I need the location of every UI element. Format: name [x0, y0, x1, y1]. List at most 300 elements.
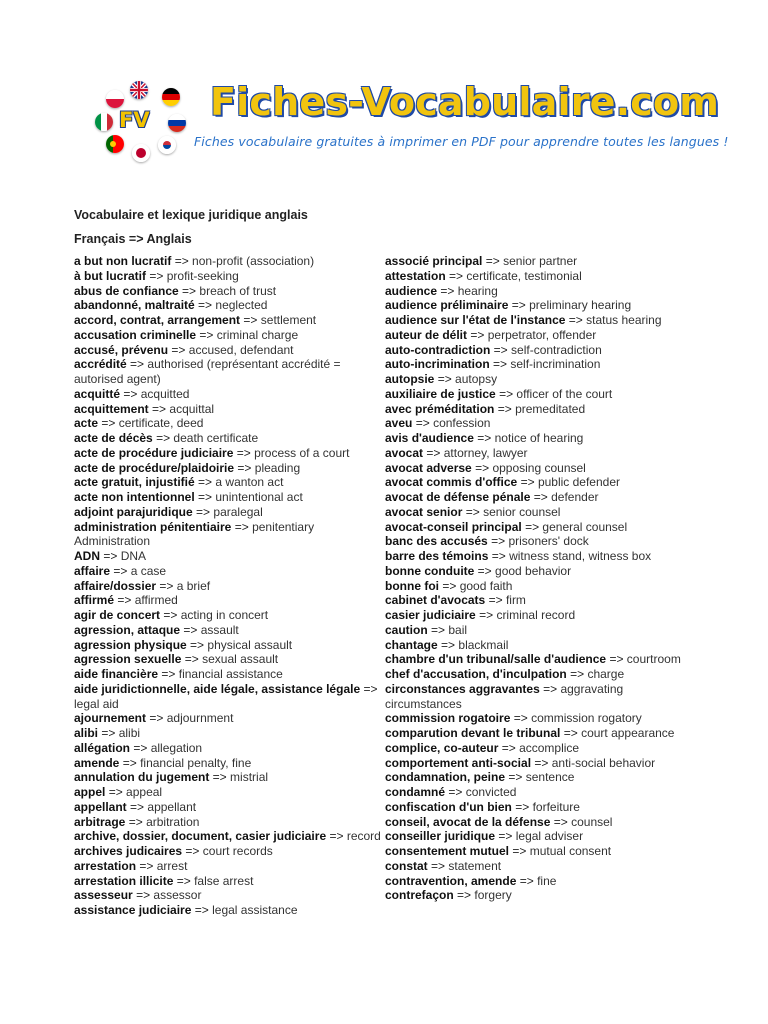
english-translation: criminal charge [216, 327, 299, 342]
translation-arrow: => [491, 549, 506, 563]
vocabulary-entry [74, 770, 382, 785]
vocabulary-entry [74, 416, 382, 431]
french-term: conseiller juridique [385, 829, 496, 844]
english-translation: assessor [153, 888, 202, 903]
french-term: commission rogatoire [385, 711, 511, 726]
english-translation: firm [505, 593, 526, 608]
translation-arrow: => [479, 608, 494, 622]
english-translation: statement [448, 858, 502, 873]
english-translation: record [346, 829, 381, 844]
translation-arrow: => [130, 357, 145, 372]
vocabulary-entry [385, 800, 703, 815]
translation-arrow: => [470, 327, 485, 342]
translation-arrow: => [236, 445, 251, 460]
vocabulary-entry [385, 402, 703, 417]
french-term: adjoint parajuridique [74, 504, 193, 519]
vocabulary-entry [385, 756, 703, 771]
vocabulary-entry [74, 800, 382, 815]
english-translation: physical assault [207, 637, 293, 652]
korea-flag-icon [158, 136, 176, 154]
vocabulary-entry [385, 475, 703, 490]
translation-arrow: => [457, 888, 472, 903]
translation-arrow: => [477, 431, 492, 445]
french-term: complice, co-auteur [385, 740, 499, 755]
translation-arrow: => [534, 755, 549, 770]
germany-flag-icon [162, 88, 180, 106]
french-term: chantage [385, 637, 438, 652]
french-term: auto-incrimination [385, 357, 490, 372]
french-term: bonne foi [385, 578, 439, 593]
translation-arrow: => [176, 873, 191, 888]
vocabulary-entry [74, 298, 382, 313]
vocabulary-entry [385, 859, 703, 874]
translation-arrow: => [465, 504, 480, 519]
english-translation: forgery [474, 888, 512, 903]
translation-arrow: => [488, 593, 503, 608]
english-translation: penitentiary Administration [74, 519, 315, 549]
french-term: avocat senior [385, 504, 463, 519]
translation-arrow: => [198, 298, 213, 313]
english-translation: attorney, lawyer [443, 445, 528, 460]
french-term: agression physique [74, 637, 187, 652]
french-term: condamné [385, 785, 446, 799]
vocabulary-entry [74, 726, 382, 741]
vocabulary-entry [74, 254, 382, 269]
vocabulary-entry [74, 667, 382, 682]
document-subtitle: Français => Anglais [74, 232, 192, 246]
english-translation: false arrest [194, 873, 254, 888]
english-translation: autopsy [455, 372, 498, 386]
vocabulary-entry [385, 815, 703, 830]
vocabulary-entry [74, 756, 382, 771]
french-term: avis d'audience [385, 431, 474, 445]
french-term: bonne conduite [385, 563, 475, 578]
english-translation: alibi [118, 726, 141, 740]
french-term: appel [74, 785, 106, 799]
english-translation: arbitration [146, 814, 200, 829]
translation-arrow: => [123, 386, 138, 401]
french-term: contravention, amende [385, 873, 517, 888]
translation-arrow: => [570, 667, 585, 681]
french-term: cabinet d'avocats [385, 593, 486, 608]
french-term: agression, attaque [74, 622, 181, 637]
translation-arrow: => [194, 903, 209, 917]
english-translation: neglected [215, 298, 268, 313]
translation-arrow: => [190, 637, 205, 652]
translation-arrow: => [563, 726, 578, 740]
vocabulary-entry [385, 461, 703, 476]
english-translation: accomplice [519, 740, 580, 755]
french-term: accrédité [74, 357, 127, 372]
english-translation: a wanton act [215, 475, 284, 490]
vocabulary-entry [385, 357, 703, 372]
english-translation: self-contradiction [511, 342, 602, 357]
translation-arrow: => [243, 313, 258, 327]
english-translation: witness stand, witness box [509, 549, 652, 563]
uk-flag-icon [130, 81, 148, 99]
russia-flag-icon [168, 114, 186, 132]
vocabulary-entry [74, 874, 382, 889]
vocabulary-entry [74, 402, 382, 417]
vocabulary-entry [385, 579, 703, 594]
vocabulary-entry [74, 446, 382, 461]
translation-arrow: => [198, 475, 213, 490]
vocabulary-entry [385, 490, 703, 505]
french-term: associé principal [385, 254, 483, 268]
english-translation: certificate, deed [118, 416, 204, 431]
translation-arrow: => [212, 770, 227, 785]
vocabulary-entry [74, 711, 382, 726]
translation-arrow: => [477, 563, 492, 578]
english-translation: general counsel [542, 519, 628, 534]
vocabulary-entry [74, 357, 382, 387]
english-translation: aggravating circumstances [385, 681, 624, 711]
french-term: avec préméditation [385, 401, 495, 416]
vocabulary-entry [385, 888, 703, 903]
english-translation: unintentional act [215, 490, 303, 504]
translation-arrow: => [174, 254, 189, 268]
french-term: avocat [385, 445, 424, 460]
vocabulary-entry [385, 667, 703, 682]
english-translation: assault [200, 622, 239, 637]
vocabulary-entry [385, 313, 703, 328]
french-term: acte [74, 416, 99, 431]
translation-arrow: => [159, 578, 174, 593]
vocabulary-entry [385, 387, 703, 402]
vocabulary-entry [74, 387, 382, 402]
translation-arrow: => [498, 829, 513, 844]
vocabulary-entry [385, 298, 703, 313]
english-translation: paralegal [213, 504, 263, 519]
translation-arrow: => [543, 681, 558, 696]
french-term: avocat commis d'office [385, 475, 518, 490]
translation-arrow: => [185, 844, 200, 858]
english-translation: self-incrimination [510, 357, 601, 372]
french-term: aide financière [74, 667, 159, 681]
english-translation: good faith [459, 578, 513, 593]
french-term: constat [385, 858, 428, 873]
french-term: affirmé [74, 593, 115, 608]
italy-flag-icon [95, 113, 113, 131]
english-translation: financial penalty, fine [140, 755, 252, 770]
french-term: abus de confiance [74, 283, 179, 298]
portugal-flag-icon [106, 135, 124, 153]
translation-arrow: => [493, 357, 508, 372]
translation-arrow: => [448, 785, 463, 799]
english-translation: financial assistance [178, 667, 283, 681]
vocabulary-entry [74, 328, 382, 343]
french-term: affaire/dossier [74, 578, 157, 593]
english-translation: appellant [147, 799, 197, 814]
english-translation: court appearance [581, 726, 675, 740]
vocabulary-entry [74, 785, 382, 800]
vocabulary-entry [74, 343, 382, 358]
vocabulary-entry [74, 269, 382, 284]
french-term: affaire [74, 563, 111, 578]
vocabulary-entry [385, 874, 703, 889]
translation-arrow: => [515, 799, 530, 814]
translation-arrow: => [513, 711, 528, 726]
translation-arrow: => [182, 283, 197, 298]
english-translation: opposing counsel [492, 460, 586, 475]
vocabulary-entry [74, 829, 382, 844]
vocabulary-entry [385, 343, 703, 358]
vocabulary-entry [385, 726, 703, 741]
translation-arrow: => [519, 873, 534, 888]
vocabulary-entry [385, 254, 703, 269]
translation-arrow: => [156, 431, 171, 445]
french-term: consentement mutuel [385, 844, 510, 858]
translation-arrow: => [485, 254, 500, 268]
english-translation: perpetrator, offender [487, 327, 597, 342]
vocabulary-entry [74, 461, 382, 476]
translation-arrow: => [183, 622, 198, 637]
english-translation: preliminary hearing [529, 298, 632, 313]
french-term: caution [385, 622, 428, 637]
translation-arrow: => [234, 519, 249, 534]
translation-arrow: => [493, 342, 508, 357]
vocabulary-entry [74, 593, 382, 608]
french-term: chambre d'un tribunal/salle d'audience [385, 652, 607, 667]
vocabulary-entry [74, 549, 382, 564]
english-translation: confession [433, 416, 491, 431]
vocabulary-entry [385, 652, 703, 667]
french-term: audience préliminaire [385, 298, 509, 313]
french-term: avocat-conseil principal [385, 519, 522, 534]
french-term: audience [385, 283, 438, 298]
french-term: acte gratuit, injustifié [74, 475, 195, 490]
flags-logo [92, 78, 192, 158]
english-translation: legal aid [74, 696, 119, 711]
vocabulary-entry [385, 505, 703, 520]
english-translation: mutual consent [529, 844, 612, 858]
vocabulary-entry [385, 269, 703, 284]
translation-arrow: => [431, 622, 446, 637]
vocabulary-entry [74, 475, 382, 490]
english-translation: adjournment [166, 711, 234, 726]
translation-arrow: => [122, 755, 137, 770]
english-translation: acquitted [140, 386, 190, 401]
french-term: audience sur l'état de l'instance [385, 313, 566, 327]
vocabulary-entry [385, 770, 703, 785]
translation-arrow: => [553, 814, 568, 829]
english-translation: acting in concert [180, 608, 269, 622]
english-translation: court records [202, 844, 273, 858]
vocabulary-entry [385, 844, 703, 859]
translation-arrow: => [149, 711, 164, 726]
vocabulary-entry [74, 520, 382, 550]
french-term: arbitrage [74, 814, 126, 829]
english-translation: breach of trust [199, 283, 277, 298]
translation-arrow: => [525, 519, 540, 534]
vocabulary-entry [74, 652, 382, 667]
english-translation: officer of the court [516, 386, 613, 401]
english-translation: forfeiture [532, 799, 580, 814]
french-term: condamnation, peine [385, 770, 506, 785]
english-translation: death certificate [173, 431, 259, 445]
vocabulary-entry [74, 888, 382, 903]
translation-arrow: => [184, 652, 199, 667]
english-translation: settlement [260, 313, 317, 327]
vocabulary-entry [385, 564, 703, 579]
french-term: ADN [74, 549, 100, 563]
vocabulary-entry [385, 711, 703, 726]
translation-arrow: => [499, 386, 514, 401]
translation-arrow: => [171, 342, 186, 357]
french-term: abandonné, maltraité [74, 298, 195, 313]
english-translation: anti-social behavior [551, 755, 656, 770]
translation-arrow: => [508, 770, 523, 785]
french-term: circonstances aggravantes [385, 681, 540, 696]
english-translation: public defender [537, 475, 620, 490]
vocabulary-entry [74, 564, 382, 579]
site-name: Fiches-Vocabulaire.com [210, 80, 720, 124]
french-term: allégation [74, 740, 131, 755]
vocabulary-entry [74, 623, 382, 638]
english-translation: hearing [457, 283, 498, 298]
vocabulary-entry [74, 313, 382, 328]
vocabulary-entry [385, 520, 703, 535]
translation-arrow: => [426, 445, 441, 460]
english-translation: prisoners' dock [508, 534, 589, 549]
english-translation: counsel [571, 814, 613, 829]
english-translation: commission rogatory [531, 711, 642, 726]
translation-arrow: => [161, 667, 176, 681]
french-term: annulation du jugement [74, 770, 210, 785]
french-term: accusé, prévenu [74, 342, 169, 357]
french-term: archive, dossier, document, casier judiciaire [74, 829, 327, 844]
french-term: barre des témoins [385, 549, 489, 563]
vocabulary-entry [385, 608, 703, 623]
english-translation: senior partner [503, 254, 578, 268]
french-term: avocat de défense pénale [385, 490, 531, 504]
english-translation: charge [587, 667, 625, 681]
translation-arrow: => [437, 372, 452, 386]
english-translation: allegation [150, 740, 203, 755]
english-translation: senior counsel [483, 504, 561, 519]
translation-arrow: => [609, 652, 624, 667]
translation-arrow: => [152, 401, 167, 416]
french-term: appellant [74, 799, 127, 814]
vocabulary-entry [385, 284, 703, 299]
poland-flag-icon [106, 90, 124, 108]
vocabulary-entry [385, 785, 703, 800]
vocabulary-entry [385, 682, 703, 712]
french-term: acte non intentionnel [74, 490, 195, 504]
english-translation: non-profit (association) [192, 254, 315, 268]
french-term: comparution devant le tribunal [385, 726, 561, 740]
translation-arrow: => [101, 726, 116, 740]
translation-arrow: => [511, 298, 526, 313]
vocabulary-entry [385, 446, 703, 461]
english-translation: arrest [156, 858, 188, 873]
english-translation: good behavior [495, 563, 572, 578]
translation-arrow: => [501, 740, 516, 755]
vocabulary-entry [74, 284, 382, 299]
translation-arrow: => [163, 608, 178, 622]
french-term: assistance judiciaire [74, 903, 192, 917]
translation-arrow: => [133, 740, 148, 755]
french-term: avocat adverse [385, 460, 472, 475]
vocabulary-entry [385, 431, 703, 446]
vocabulary-entry [385, 372, 703, 387]
french-term: a but non lucratif [74, 254, 172, 268]
english-translation: legal adviser [515, 829, 584, 844]
site-tagline: Fiches vocabulaire gratuites à imprimer en PDF pour apprendre toutes les langues ! [194, 134, 729, 149]
vocabulary-entry [74, 741, 382, 756]
french-term: aveu [385, 416, 413, 431]
english-translation: pleading [254, 460, 301, 475]
translation-arrow: => [130, 799, 145, 814]
translation-arrow: => [128, 814, 143, 829]
translation-arrow: => [441, 637, 456, 652]
french-term: confiscation d'un bien [385, 799, 512, 814]
fv-logo: FV [119, 108, 150, 132]
english-translation: affirmed [134, 593, 178, 608]
translation-arrow: => [512, 844, 527, 858]
english-translation: legal assistance [212, 903, 298, 917]
vocabulary-entry [74, 859, 382, 874]
english-translation: sentence [525, 770, 575, 785]
french-term: conseil, avocat de la défense [385, 814, 551, 829]
vocabulary-entry [74, 490, 382, 505]
translation-arrow: => [491, 534, 506, 549]
vocabulary-column-right [385, 254, 703, 903]
french-term: arrestation illicite [74, 873, 174, 888]
english-translation: defender [551, 490, 599, 504]
translation-arrow: => [117, 593, 132, 608]
french-term: amende [74, 755, 120, 770]
translation-arrow: => [442, 578, 457, 593]
vocabulary-entry [385, 328, 703, 343]
vocabulary-entry [74, 682, 382, 712]
english-translation: sexual assault [202, 652, 279, 667]
english-translation: a brief [176, 578, 211, 593]
english-translation: profit-seeking [166, 268, 239, 283]
french-term: acquitté [74, 386, 121, 401]
vocabulary-entry [74, 638, 382, 653]
french-term: auteur de délit [385, 327, 468, 342]
english-translation: process of a court [254, 445, 350, 460]
document-title: Vocabulaire et lexique juridique anglais [74, 208, 308, 222]
french-term: agression sexuelle [74, 652, 182, 667]
vocabulary-entry [74, 844, 382, 859]
translation-arrow: => [113, 563, 128, 578]
english-translation: fine [537, 873, 557, 888]
translation-arrow: => [497, 401, 512, 416]
english-translation: acquittal [169, 401, 215, 416]
translation-arrow: => [103, 549, 118, 563]
translation-arrow: => [139, 858, 154, 873]
french-term: à but lucratif [74, 268, 147, 283]
english-translation: status hearing [586, 313, 662, 327]
french-term: attestation [385, 268, 446, 283]
french-term: auto-contradiction [385, 342, 491, 357]
vocabulary-entry [74, 608, 382, 623]
translation-arrow: => [440, 283, 455, 298]
vocabulary-entry [385, 741, 703, 756]
english-translation: certificate, testimonial [466, 268, 582, 283]
french-term: acte de procédure/plaidoirie [74, 460, 235, 475]
french-term: chef d'accusation, d'inculpation [385, 667, 567, 681]
vocabulary-entry [74, 505, 382, 520]
french-term: contrefaçon [385, 888, 454, 903]
vocabulary-entry [385, 549, 703, 564]
translation-arrow: => [136, 888, 151, 903]
french-term: accord, contrat, arrangement [74, 313, 241, 327]
vocabulary-entry [385, 416, 703, 431]
translation-arrow: => [199, 327, 214, 342]
